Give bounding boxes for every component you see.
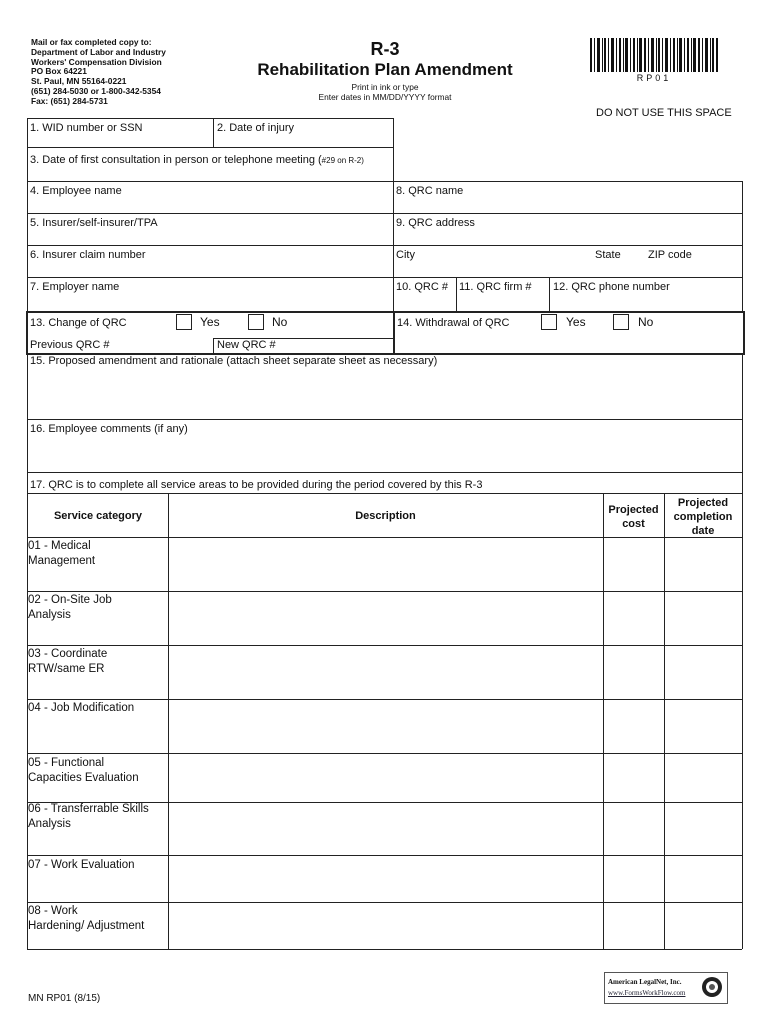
field-qrc-phone[interactable]: 12. QRC phone number bbox=[553, 281, 670, 293]
mail-line: Mail or fax completed copy to: bbox=[31, 37, 152, 47]
grid-line bbox=[27, 855, 742, 856]
service-label: Analysis bbox=[28, 609, 71, 621]
grid-line bbox=[664, 493, 665, 949]
barcode-label: RP01 bbox=[636, 73, 672, 83]
service-areas-instruction: 17. QRC is to complete all service areas to be provided during the period covered by this R-3 bbox=[30, 479, 483, 491]
service-row-transferrable-skills bbox=[28, 802, 166, 832]
field-qrc-number[interactable]: 10. QRC # bbox=[396, 281, 448, 293]
service-label: 01 - Medical bbox=[28, 540, 91, 552]
field-employee-comments[interactable]: 16. Employee comments (if any) bbox=[30, 423, 188, 435]
withdrawal-yes-checkbox[interactable] bbox=[541, 314, 557, 330]
service-row-work-evaluation bbox=[28, 858, 166, 873]
service-label: 06 - Transferrable Skills bbox=[28, 803, 149, 815]
field-new-qrc[interactable]: New QRC # bbox=[217, 339, 276, 351]
grid-line bbox=[27, 213, 742, 214]
instruction-dates: Enter dates in MM/DD/YYYY format bbox=[318, 92, 452, 102]
field-previous-qrc[interactable]: Previous QRC # bbox=[30, 339, 110, 351]
service-label: Management bbox=[28, 555, 96, 567]
header-completion-line: Projected bbox=[677, 497, 729, 509]
grid-line bbox=[27, 753, 742, 754]
service-label: Analysis bbox=[28, 818, 71, 830]
mail-line: Workers' Compensation Division bbox=[31, 56, 162, 67]
grid-line bbox=[27, 419, 742, 420]
service-label: 07 - Work Evaluation bbox=[28, 859, 135, 871]
header-projected-cost-line: Projected bbox=[608, 504, 659, 516]
grid-line bbox=[456, 277, 457, 312]
header-completion-line: completion bbox=[673, 511, 733, 523]
mail-line: (651) 284-5030 or 1-800-342-5354 bbox=[31, 85, 161, 96]
grid-line bbox=[393, 118, 394, 312]
instructions bbox=[0, 82, 770, 102]
header-projected-completion bbox=[664, 496, 742, 538]
grid-line bbox=[27, 118, 28, 312]
withdrawal-no-checkbox[interactable] bbox=[613, 314, 629, 330]
field-employee-name[interactable]: 4. Employee name bbox=[30, 185, 122, 197]
grid-line bbox=[27, 902, 742, 903]
grid-line bbox=[549, 277, 550, 312]
barcode-graphic bbox=[588, 38, 720, 78]
change-of-qrc-yes-checkbox[interactable] bbox=[176, 314, 192, 330]
field-employer-name[interactable]: 7. Employer name bbox=[30, 281, 120, 293]
mail-line: St. Paul, MN 55164-0221 bbox=[31, 76, 127, 87]
field-qrc-name[interactable]: 8. QRC name bbox=[396, 185, 464, 197]
service-row-coordinate-rtw bbox=[28, 647, 166, 677]
service-label: 03 - Coordinate bbox=[28, 648, 108, 660]
service-row-onsite-job-analysis bbox=[28, 593, 166, 623]
grid-line bbox=[168, 493, 169, 949]
field-wid-ssn[interactable]: 1. WID number or SSN bbox=[30, 122, 143, 134]
grid-line bbox=[393, 311, 395, 353]
do-not-use-label: DO NOT USE THIS SPACE bbox=[596, 107, 732, 119]
grid-line bbox=[27, 277, 742, 278]
form-id-footer: MN RP01 (8/15) bbox=[28, 993, 101, 1004]
mail-line: PO Box 64221 bbox=[31, 66, 87, 77]
withdrawal-of-qrc-label: 14. Withdrawal of QRC bbox=[397, 317, 510, 329]
service-label: Hardening/ Adjustment bbox=[28, 920, 145, 932]
grid-line bbox=[213, 118, 214, 147]
mail-line: Fax: (651) 284-5731 bbox=[31, 95, 108, 106]
service-label: Capacities Evaluation bbox=[28, 772, 139, 784]
header-service-category: Service category bbox=[53, 510, 143, 522]
service-row-job-modification bbox=[28, 701, 166, 716]
header-description: Description bbox=[355, 510, 416, 522]
change-no-label: No bbox=[272, 315, 288, 329]
grid-line bbox=[27, 699, 742, 700]
header-completion-line: date bbox=[691, 525, 715, 537]
service-row-functional-capacities bbox=[28, 756, 166, 786]
field-qrc-address[interactable]: 9. QRC address bbox=[396, 217, 475, 229]
grid-line bbox=[27, 493, 742, 494]
field-first-consultation[interactable] bbox=[30, 154, 364, 166]
publisher-url-link[interactable]: www.FormsWorkFlow.com bbox=[608, 989, 686, 997]
publisher-name: American LegalNet, Inc. bbox=[608, 978, 682, 986]
service-row-work-hardening bbox=[28, 904, 166, 934]
grid-line bbox=[213, 338, 214, 353]
grid-line bbox=[742, 353, 743, 949]
grid-line bbox=[27, 591, 742, 592]
grid-line bbox=[27, 147, 393, 148]
form-code: R-3 bbox=[370, 39, 400, 59]
grid-line bbox=[27, 645, 742, 646]
header-projected-cost bbox=[603, 503, 664, 531]
instruction-ink: Print in ink or type bbox=[351, 82, 419, 92]
form-title: Rehabilitation Plan Amendment bbox=[257, 60, 513, 79]
field-state[interactable]: State bbox=[595, 249, 621, 261]
header-projected-cost-line: cost bbox=[622, 518, 645, 530]
publisher-emblem-icon bbox=[701, 975, 723, 999]
mail-line: Department of Labor and Industry bbox=[31, 46, 166, 57]
change-of-qrc-no-checkbox[interactable] bbox=[248, 314, 264, 330]
field-qrc-firm-number[interactable]: 11. QRC firm # bbox=[459, 281, 532, 293]
field-insurer-claim-number[interactable]: 6. Insurer claim number bbox=[30, 249, 146, 261]
grid-line bbox=[27, 118, 393, 119]
field-zip[interactable]: ZIP code bbox=[648, 249, 692, 261]
grid-line bbox=[27, 472, 742, 473]
service-label: 05 - Functional bbox=[28, 757, 105, 769]
change-of-qrc-label: 13. Change of QRC bbox=[30, 317, 127, 329]
service-label: RTW/same ER bbox=[28, 663, 105, 675]
service-label: 08 - Work bbox=[28, 905, 78, 917]
field-proposed-amendment[interactable]: 15. Proposed amendment and rationale (attach sheet separate sheet as necessary) bbox=[30, 355, 438, 367]
grid-line bbox=[27, 181, 742, 182]
first-consultation-label: 3. Date of first consultation in person or telephone meeting ( bbox=[30, 154, 322, 166]
service-label: 04 - Job Modification bbox=[28, 702, 135, 714]
service-label: 02 - On-Site Job bbox=[28, 594, 112, 606]
withdrawal-no-label: No bbox=[638, 315, 654, 329]
service-row-medical-management bbox=[28, 539, 166, 569]
withdrawal-yes-label: Yes bbox=[566, 315, 586, 329]
grid-line bbox=[742, 181, 743, 312]
change-yes-label: Yes bbox=[200, 315, 220, 329]
grid-line bbox=[27, 949, 742, 950]
grid-line bbox=[603, 493, 604, 949]
field-date-of-injury[interactable]: 2. Date of injury bbox=[217, 122, 295, 134]
grid-line bbox=[27, 245, 742, 246]
grid-line bbox=[27, 537, 742, 538]
field-insurer[interactable]: 5. Insurer/self-insurer/TPA bbox=[30, 217, 158, 229]
first-consultation-note: #29 on R-2) bbox=[321, 156, 364, 165]
field-city[interactable]: City bbox=[396, 249, 415, 261]
